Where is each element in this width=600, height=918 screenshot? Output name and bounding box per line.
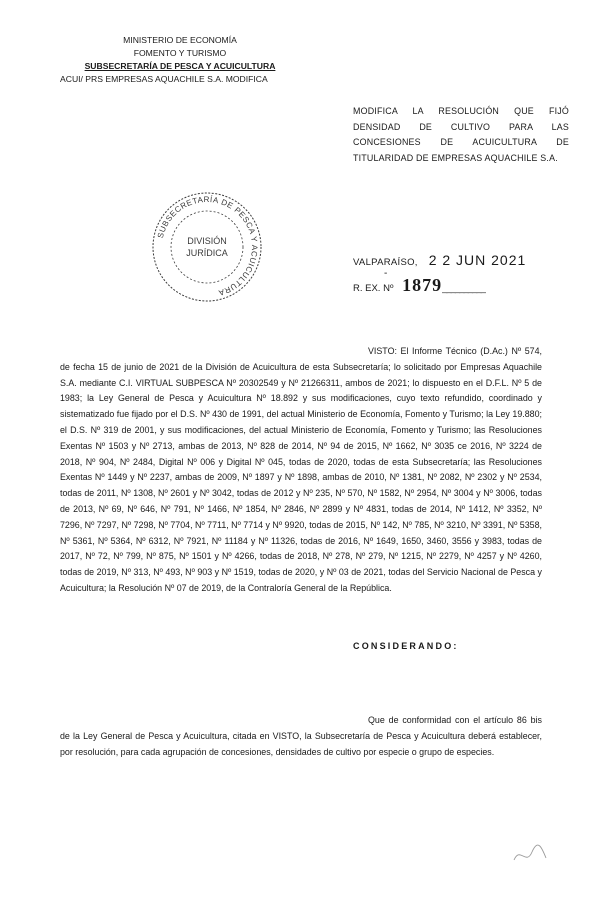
letterhead — [60, 34, 300, 86]
division-stamp — [147, 188, 267, 306]
stamp-center-line2: JURÍDICA — [186, 248, 228, 258]
file-reference: ACUI/ PRS EMPRESAS AQUACHILE S.A. MODIFICA — [60, 74, 268, 84]
city: VALPARAÍSO, — [353, 257, 418, 268]
subsecretariat-name: SUBSECRETARÍA DE PESCA Y ACUICULTURA — [84, 61, 276, 71]
considerando-paragraph — [60, 713, 542, 760]
visto-lead: VISTO: El Informe Técnico (D.Ac.) Nº 574, de — [60, 346, 542, 372]
ministry-subtitle: FOMENTO Y TURISMO — [133, 48, 227, 58]
date-stamp: 2 2 JUN 2021 — [428, 252, 527, 268]
resolution-subject: MODIFICA LA RESOLUCIÓN QUE FIJÓ DENSIDAD DE CULTIVO PARA LAS CONCESIONES DE ACUICULTURA DE TITULARIDAD DE EMPRESAS AQUACHILE S.A. — [353, 106, 569, 163]
resolution-number — [353, 275, 485, 296]
considerando-body: de la Ley General de Pesca y Acuicultura, citada en VISTO, la Subsecretaría de Pesca y Acuicultura deberá establecer, por resolución, para cada agrupación de concesiones, densidades de cultivo por especie o grupo de especies. — [60, 730, 542, 757]
visto-paragraph — [60, 344, 542, 597]
ministry-name: MINISTERIO DE ECONOMÍA — [123, 35, 237, 45]
stamp-ring-text: SUBSECRETARÍA DE PESCA Y ACUICULTURA — [155, 194, 260, 298]
stamp-outer-ring — [153, 193, 261, 301]
place-and-date — [353, 252, 526, 268]
initials-mark — [510, 840, 550, 870]
rex-label: R. EX. Nº — [353, 283, 394, 294]
separator-dash: - — [384, 268, 388, 279]
considerando-lead: Que de conformidad con el artículo 86 bis — [368, 715, 542, 725]
stamp-center-line1: DIVISIÓN — [187, 236, 227, 246]
stamp-inner-ring — [171, 211, 243, 283]
rex-underline: __________ — [442, 283, 485, 294]
rex-number: 1879 — [402, 275, 443, 295]
visto-body: fecha 15 de junio de 2021 de la División de Acuicultura de esta Subsecretaría; lo solicitado por Empresas Aquachile S.A. mediante C.I. VIRTUAL SUBPESCA Nº 20302549 y Nº 21266311, ambos de 2021; lo dispuesto en el D.F.L. Nº 5 de 1983; la Ley General de Pesca y Acuicultura Nº 18.892 y sus modificaciones, cuyo texto refundido, coordinado y sistematizado fue fijado por el D.S. Nº 430 de 1991, del actual Ministerio de Economía, Fomento y Turismo; la Ley 19.880; el D.S. Nº 319 de 2001, y sus modificaciones, del actual Ministerio de Economía, Fomento y Turismo; las Resoluciones Exentas Nº 1503 y Nº 2713, ambas de 2013, Nº 828 de 2014, Nº 94 de 2015, Nº 1662, Nº 3035 ce 2016, Nº 3224 de 2018, Nº 904, Nº 2484, Digital Nº 006 y Digital Nº 045, todas de 2020, todas de esta Subsecretaría; las Resoluciones Exentas Nº 1449 y Nº 2237, ambas de 2009, Nº 1897 y Nº 1898, ambas de 2010, Nº 1381, Nº 2082, Nº 2302 y Nº 2534, todas de 2011, Nº 1308, Nº 2601 y Nº 3042, todas de 2012 y Nº 235, Nº 570, Nº 1582, Nº 2954, Nº 3004 y Nº 3006, todas de 2013, Nº 69, Nº 646, Nº 791, Nº 1466, Nº 1854, Nº 2846, Nº 2899 y Nº 4831, todas de 2014, Nº 1412, Nº 3352, Nº 7296, Nº 7297, Nº 7298, Nº 7704, Nº 7711, Nº 7714 y Nº 9920, todas de 2015, Nº 142, Nº 785, Nº 3210, Nº 3391, Nº 5358, Nº 5361, Nº 5364, Nº 6312, Nº 7921, Nº 11184 y Nº 11326, todas de 2016, Nº 1649, 1650, 3460, 3556 y 3983, todas de 2017, Nº 72, Nº 799, Nº 875, Nº 1501 y Nº 4266, todas de 2018, Nº 278, Nº 279, Nº 1215, Nº 2279, Nº 4257 y Nº 4260, todas de 2019, Nº 313, Nº 493, Nº 903 y Nº 1519, todas de 2020, y Nº 03 de 2021, todas del Servicio Nacional de Pesca y Acuicultura; la Resolución Nº 07 de 2019, de la Contraloría General de la República. — [60, 361, 543, 593]
considerando-heading: CONSIDERANDO: — [353, 641, 459, 651]
